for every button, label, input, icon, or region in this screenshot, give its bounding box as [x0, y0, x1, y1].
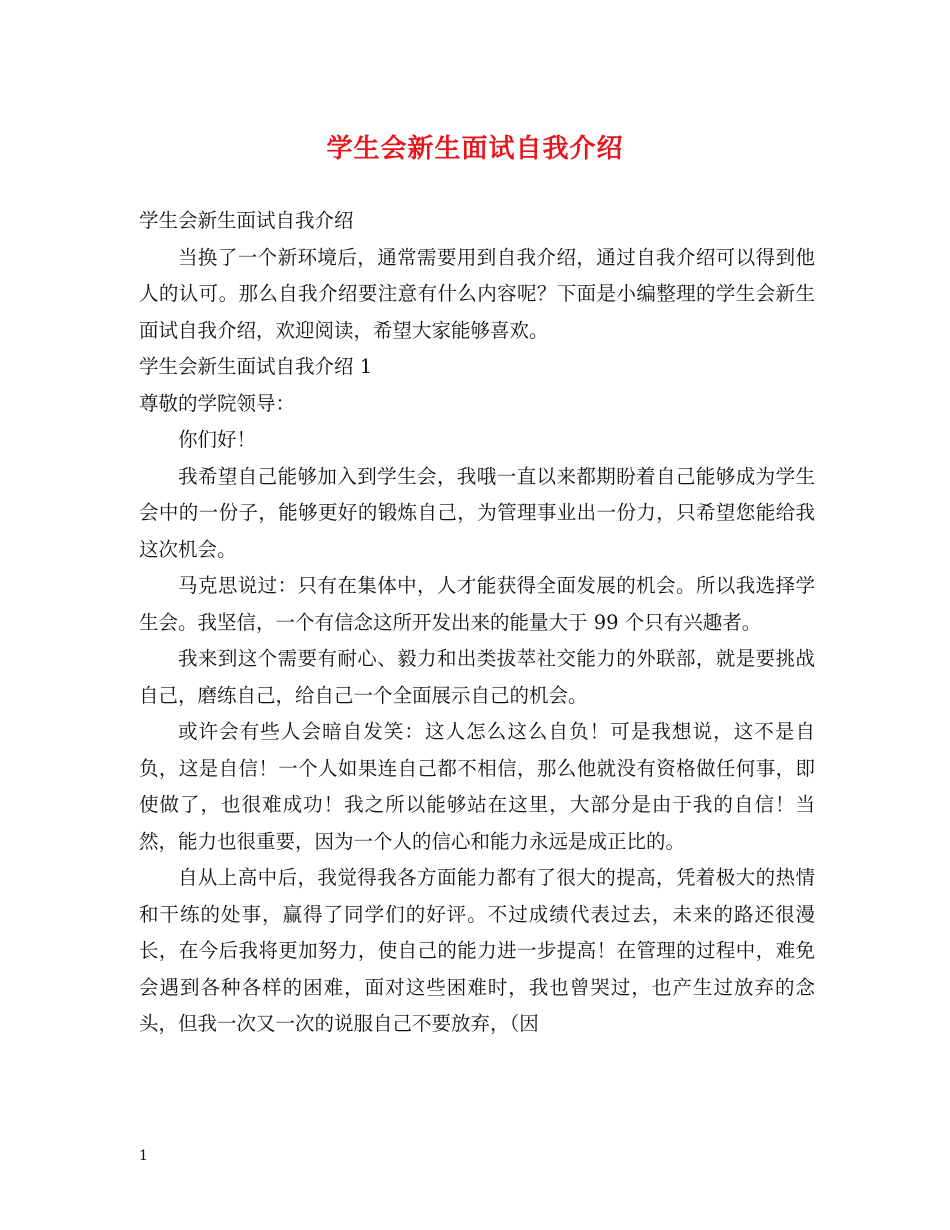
paragraph: 你们好！ [178, 428, 257, 451]
paragraph: 当换了一个新环境后，通常需要用到自我介绍，通过自我介绍可以得到他人的认可。那么自我介绍要注意有什么内容呢？下面是小编整理的学生会新生面试自我介绍，欢迎阅读，希望大家能够喜欢。 [139, 245, 815, 342]
document-title: 学生会新生面试自我介绍 [326, 134, 624, 164]
paragraph: 我来到这个需要有耐心、毅力和出类拔萃社交能力的外联部，就是要挑战自己，磨练自己，给自己一个全面展示自己的机会。 [139, 647, 815, 707]
page-number: 1 [139, 1148, 148, 1164]
paragraph: 马克思说过：只有在集体中，人才能获得全面发展的机会。所以我选择学生会。我坚信，一个有信念这所开发出来的能量大于 99 个只有兴趣者。 [139, 574, 815, 634]
document-body [139, 203, 815, 1043]
paragraph: 自从上高中后，我觉得我各方面能力都有了很大的提高，凭着极大的热情和干练的处事，赢得了同学们的好评。不过成绩代表过去，未来的路还很漫长，在今后我将更加努力，使自己的能力进一步提高！在管理的过程中，难免会遇到各种各样的困难，面对这些困难时，我也曾哭过，也产生过放弃的念头，但我一次又一次的说服自己不要放弃，（因 [139, 866, 815, 1035]
paragraph: 学生会新生面试自我介绍 [139, 209, 354, 232]
paragraph: 尊敬的学院领导： [139, 391, 296, 415]
paragraph: 学生会新生面试自我介绍 1 [139, 355, 373, 378]
paragraph: 我希望自己能够加入到学生会，我哦一直以来都期盼着自己能够成为学生会中的一份子，能够更好的锻炼自己，为管理事业出一份力，只希望您能给我这次机会。 [139, 464, 815, 561]
paragraph: 或许会有些人会暗自发笑：这人怎么这么自负！可是我想说，这不是自负，这是自信！一个人如果连自己都不相信，那么他就没有资格做任何事，即使做了，也很难成功！我之所以能够站在这里，大部分是由于我的自信！当然，能力也很重要，因为一个人的信心和能力永远是成正比的。 [139, 720, 815, 853]
